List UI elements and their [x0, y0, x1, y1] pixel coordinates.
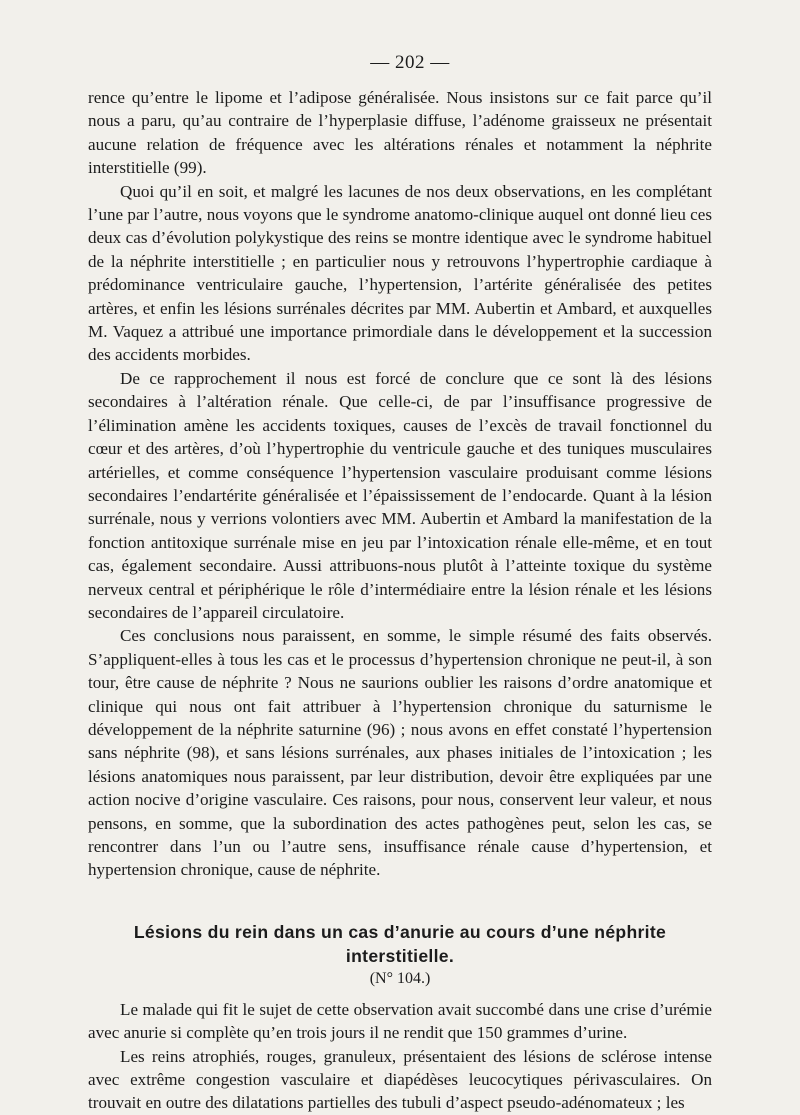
section-number: (N° 104.) [369, 969, 431, 987]
paragraph-continuation: rence qu’entre le lipome et l’adipose généralisée. Nous insistons sur ce fait parce qu’il nous a paru, qu’au contraire de l’hyperplasie diffuse, l’adénome graisseux ne présentait aucune relation de fréquence avec les altérations rénales et notamment la néphrite interstitielle (99). [88, 88, 712, 178]
paragraph-polycystic: Quoi qu’il en soit, et malgré les lacunes de nos deux observations, en les complétant l’une par l’autre, nous voyons que le syndrome anatomo-clinique auquel ont donné lieu ces deux cas d’évolution polykystique des reins se montre identique avec le syndrome habituel de la néphrite interstitielle ; en particulier nous y retrouvons l’hypertrophie cardiaque à prédominance ventriculaire gauche, l’hypertension, l’artérite généralisée des petites artères, et enfin les lésions surrénales décrites par MM. Aubertin et Ambard, et auxquelles M. Vaquez a attribué une importance primordiale dans le développement et la succession des accidents morbides. [88, 181, 712, 365]
section-heading: Lésions du rein dans un cas d’anurie au cours d’une néphrite interstitielle. [133, 921, 667, 966]
document-page [88, 52, 712, 1115]
page-number: — 202 — [370, 52, 450, 73]
paragraph-kidneys: Les reins atrophiés, rouges, granuleux, présentaient des lésions de sclérose intense avec extrême congestion vasculaire et diapédèses leucocytiques périvasculaires. On trouvait en outre des dilatations partielles des tubuli d’aspect pseudo-adénomateux ; les [88, 1046, 712, 1113]
paragraph-observation: Le malade qui fit le sujet de cette observation avait succombé dans une crise d’urémie avec anurie si complète qu’en trois jours il ne rendit que 150 grammes d’urine. [88, 999, 712, 1043]
paragraph-summary: Ces conclusions nous paraissent, en somme, le simple résumé des faits observés. S’appliquent-elles à tous les cas et le processus d’hypertension chronique ne peut-il, à son tour, être cause de néphrite ? Nous ne saurions oublier les raisons d’ordre anatomique et clinique qui nous ont fait attribuer à l’hypertension chronique du saturnisme le développement de la néphrite saturnine (96) ; nous avons en effet constaté l’hypertension sans néphrite (98), et sans lésions surrénales, aux phases initiales de l’intoxication ; les lésions anatomiques nous paraissent, par leur distribution, devoir être expliquées par une action nocive d’origine vasculaire. Ces raisons, pour nous, conservent leur valeur, et nous pensons, en somme, que la subordination des actes pathogènes peut, selon les cas, se rencontrer dans l’un ou l’autre sens, insuffisance rénale cause d’hypertension, et hypertension chronique, cause de néphrite. [88, 626, 712, 880]
paragraph-conclusion: De ce rapprochement il nous est forcé de conclure que ce sont là des lésions secondaires à l’altération rénale. Que celle-ci, de par l’insuffisance progressive de l’élimination amène les accidents toxiques, causes de l’excès de travail fonctionnel du cœur et des artères, d’où l’hypertrophie du ventricule gauche et des tuniques musculaires artérielles, et comme conséquence l’hypertension vasculaire produisant comme lésions secondaires l’endartérite généralisée et l’épaississement de l’endocarde. Quant à la lésion surrénale, nous y verrions volontiers avec MM. Aubertin et Ambard la manifestation de la fonction antitoxique surrénale mise en jeu par l’intoxication rénale elle-même, et en tout cas, également secondaire. Aussi attribuons-nous plutôt à l’atteinte toxique du système nerveux central et périphérique le rôle d’intermédiaire entre la lésion rénale et les lésions secondaires de l’appareil circulatoire. [88, 368, 712, 622]
